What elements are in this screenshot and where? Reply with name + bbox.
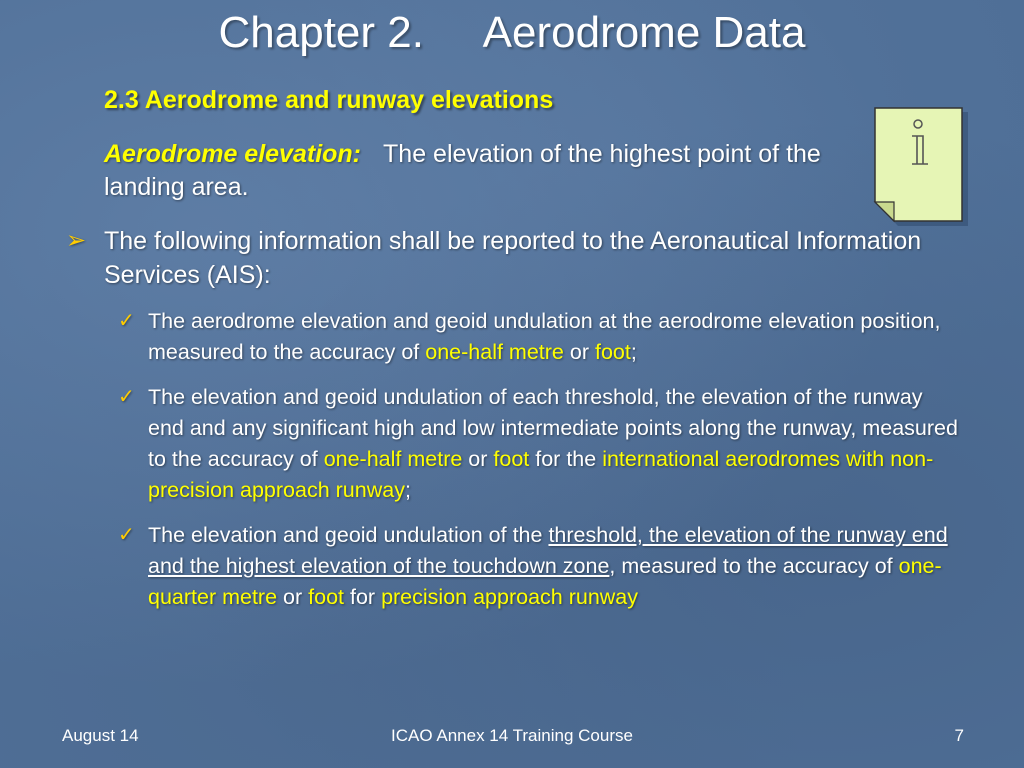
check-icon: ✓ bbox=[118, 386, 135, 408]
definition-text: The elevation of the highest point of the landing area. bbox=[104, 140, 821, 201]
definition bbox=[104, 138, 824, 204]
highlight-text: foot bbox=[594, 340, 631, 364]
highlight-text: foot bbox=[493, 447, 530, 471]
sub-bullet-item: ✓ The elevation and geoid undulation of each threshold, the elevation of the runway end and any significant high and low intermediate points along the runway, measured to the accuracy of one-half metre or foot for the international aerodromes with non-precision approach runway; bbox=[118, 382, 958, 506]
highlight-text: one-quarter metre bbox=[148, 554, 942, 609]
slide-title: Chapter 2. Aerodrome Data bbox=[218, 8, 806, 57]
arrow-bullet-icon: ➢ bbox=[66, 227, 87, 254]
check-icon: ✓ bbox=[118, 310, 135, 332]
main-bullet bbox=[66, 224, 926, 292]
highlight-text: international aerodromes with non-precision approach runway bbox=[148, 447, 934, 502]
underlined-text: threshold, the elevation of the runway end and the highest elevation of the touchdown zone bbox=[148, 523, 948, 578]
main-bullet-text: The following information shall be reported to the Aeronautical Information Services (AIS): bbox=[104, 227, 922, 289]
slide-number: 7 bbox=[954, 726, 964, 745]
highlight-text: one-half metre bbox=[323, 447, 463, 471]
highlight-text: precision approach runway bbox=[381, 585, 639, 609]
section-heading: 2.3 Aerodrome and runway elevations bbox=[104, 86, 554, 114]
definition-term: Aerodrome elevation: bbox=[104, 140, 362, 168]
highlight-text: one-half metre bbox=[425, 340, 564, 364]
check-icon: ✓ bbox=[118, 524, 135, 546]
sub-bullet-item: ✓ The aerodrome elevation and geoid undulation at the aerodrome elevation position, measured to the accuracy of one-half metre or foot; bbox=[118, 306, 958, 368]
sub-bullet-item: ✓ The elevation and geoid undulation of the threshold, the elevation of the runway end and the highest elevation of the touchdown zone, measured to the accuracy of one-quarter metre or foot for precision approach runway bbox=[118, 520, 958, 613]
footer-course-title: ICAO Annex 14 Training Course bbox=[391, 726, 633, 745]
info-card-icon bbox=[872, 106, 972, 228]
highlight-text: foot bbox=[308, 585, 345, 609]
footer-date: August 14 bbox=[62, 726, 139, 745]
sub-bullet-list bbox=[118, 306, 958, 627]
